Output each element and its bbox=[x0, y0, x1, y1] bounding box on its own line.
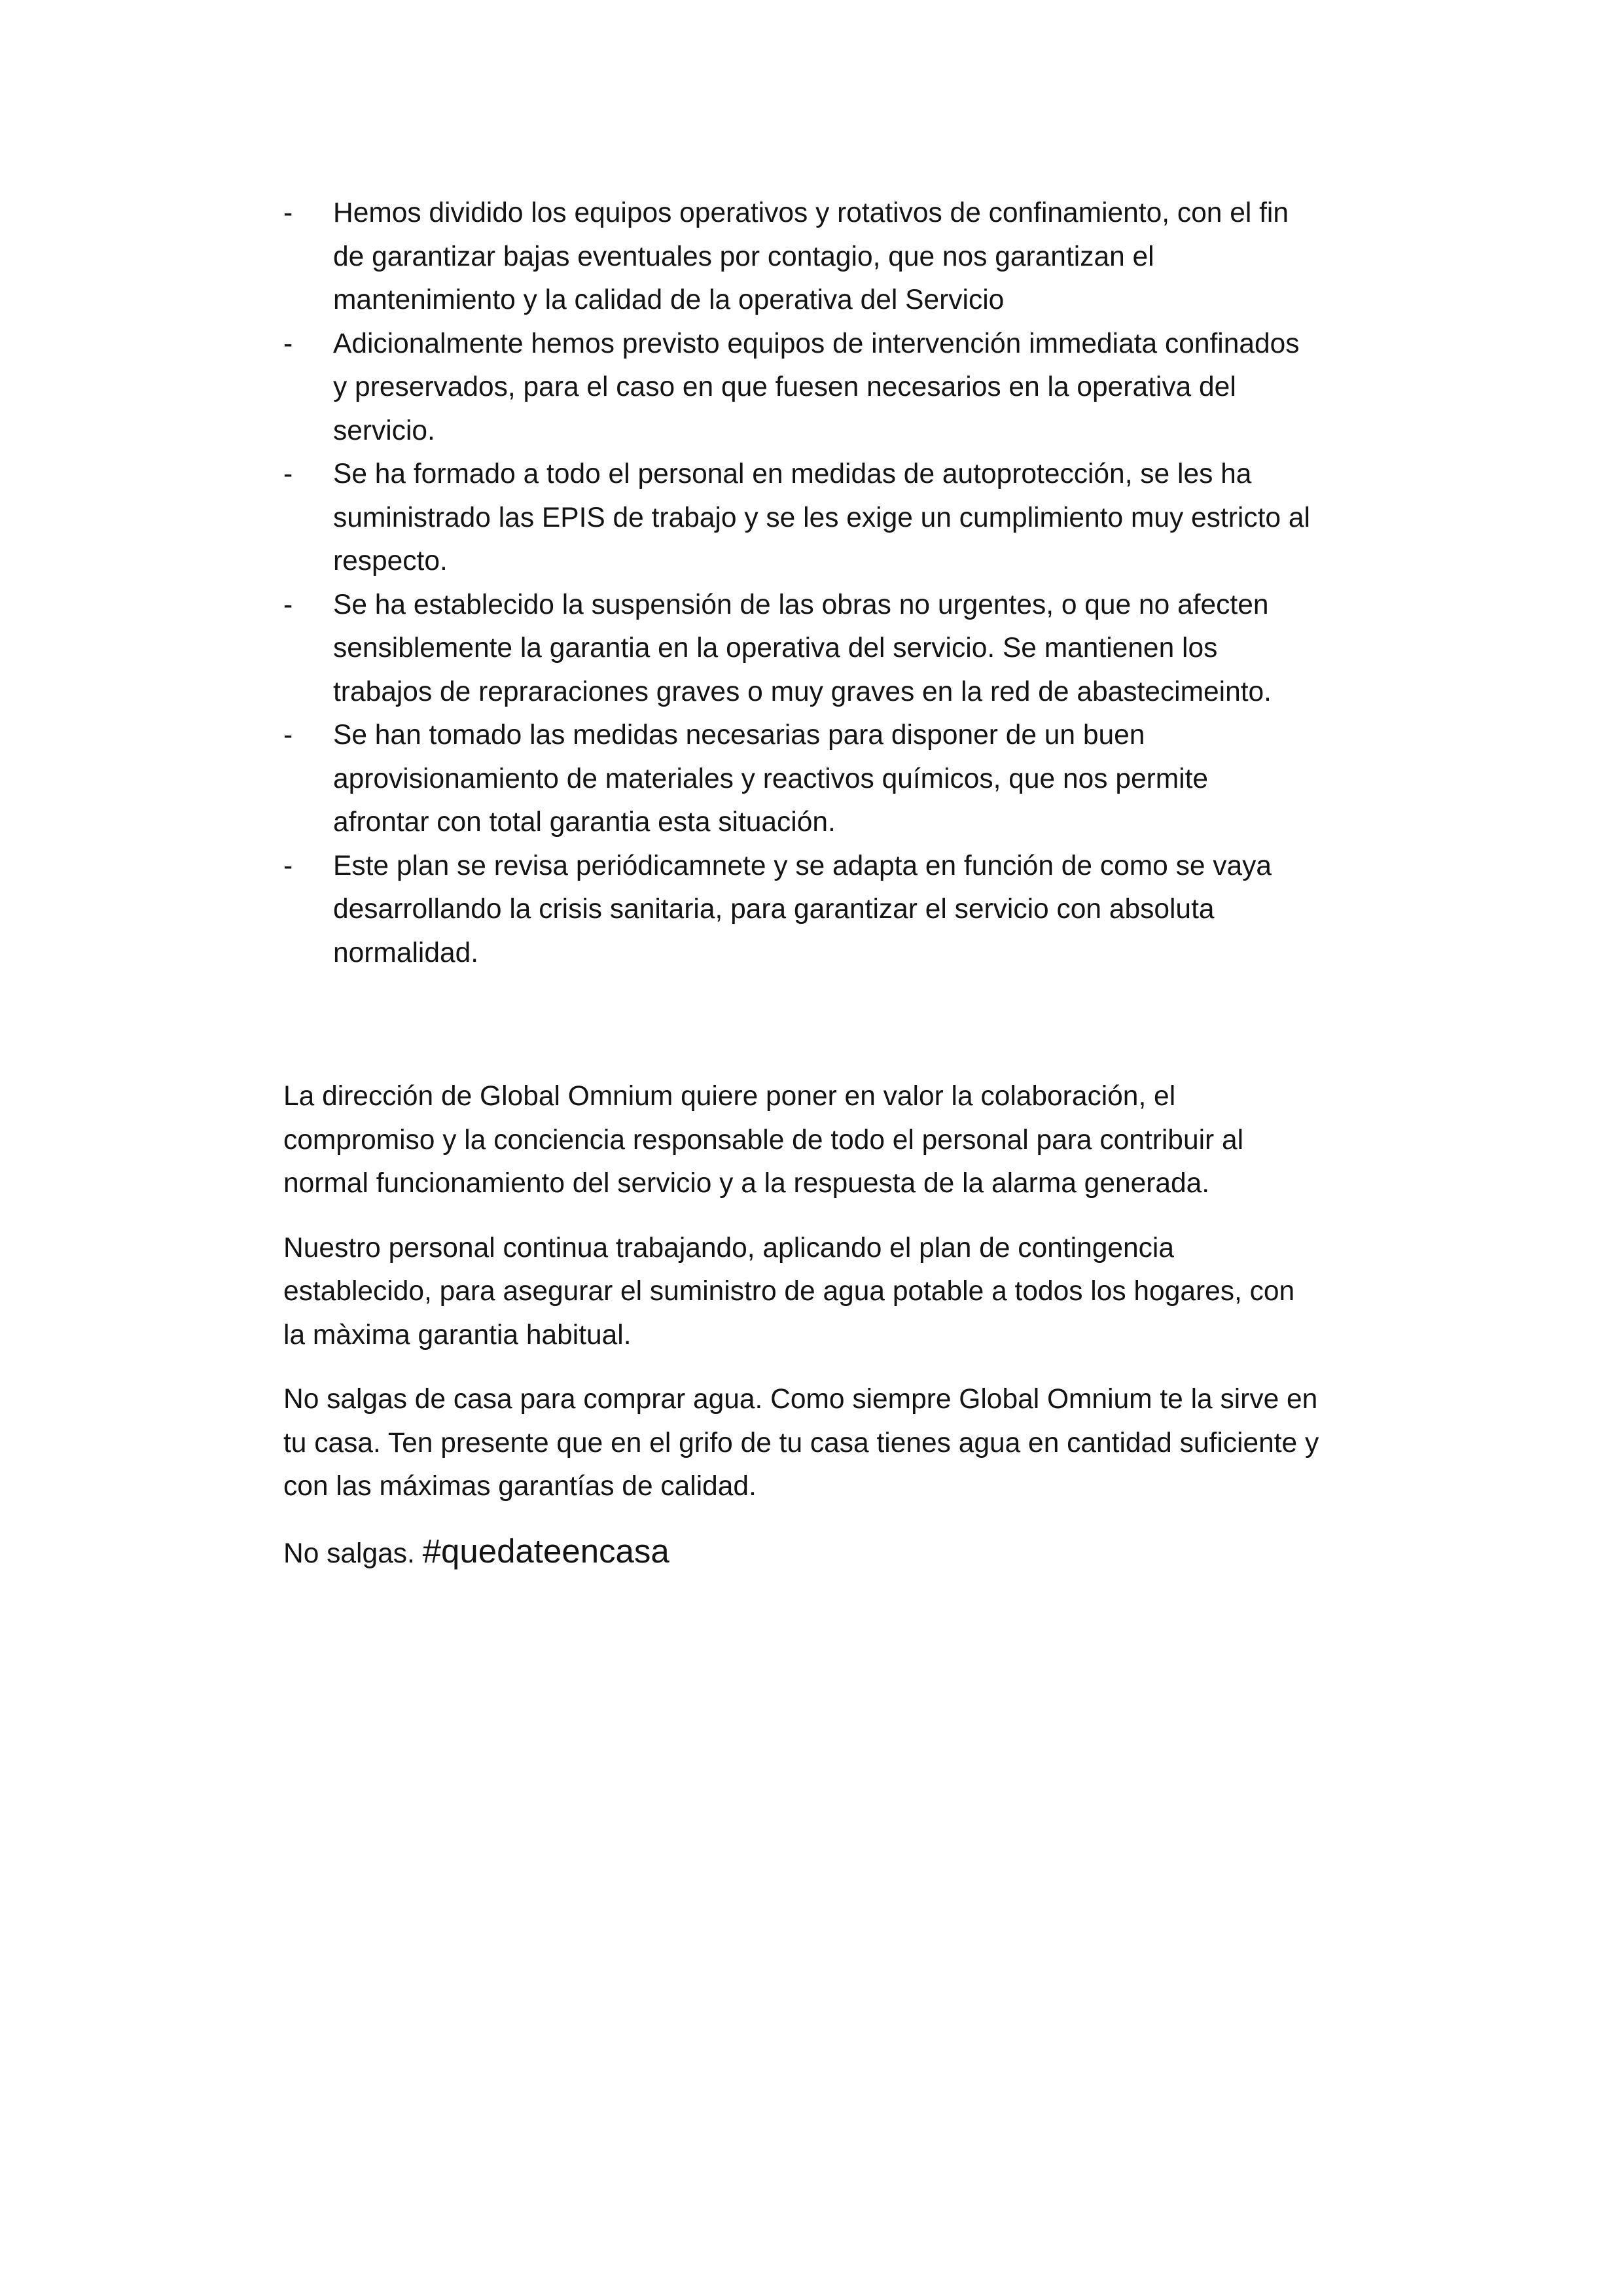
bullet-dash: - bbox=[283, 328, 293, 359]
text-line: suministrado las EPIS de trabajo y se les exige un cumplimiento muy estricto al bbox=[333, 502, 1310, 533]
list-item bbox=[283, 453, 1409, 584]
document-body bbox=[283, 192, 1409, 1576]
text-line: Este plan se revisa periódicamnete y se adapta en función de como se vaya bbox=[333, 850, 1272, 881]
list-item bbox=[283, 192, 1409, 323]
text-line: Nuestro personal continua trabajando, aplicando el plan de contingencia bbox=[283, 1232, 1174, 1263]
text-line: afrontar con total garantia esta situación. bbox=[333, 807, 836, 838]
text-line: con las máximas garantías de calidad. bbox=[283, 1471, 757, 1502]
list-item-text bbox=[333, 192, 1409, 323]
list-item bbox=[283, 845, 1409, 976]
hashtag: #quedateencasa bbox=[422, 1532, 669, 1570]
text-line: servicio. bbox=[333, 415, 435, 446]
closing-text: No salgas. bbox=[283, 1538, 423, 1569]
list-item-text bbox=[333, 714, 1409, 845]
text-line: establecido, para asegurar el suministro de agua potable a todos los hogares, con bbox=[283, 1276, 1295, 1307]
text-line: aprovisionamiento de materiales y reactivos químicos, que nos permite bbox=[333, 763, 1209, 794]
text-line: tu casa. Ten presente que en el grifo de tu casa tienes agua en cantidad suficiente y bbox=[283, 1427, 1319, 1458]
list-item bbox=[283, 714, 1409, 845]
text-line: normal funcionamiento del servicio y a la respuesta de la alarma generada. bbox=[283, 1168, 1210, 1199]
bullet-dash: - bbox=[283, 589, 293, 620]
list-item-text bbox=[333, 453, 1409, 584]
text-line: desarrollando la crisis sanitaria, para garantizar el servicio con absoluta bbox=[333, 894, 1215, 925]
list-item-text bbox=[333, 323, 1409, 453]
text-line: de garantizar bajas eventuales por contagio, que nos garantizan el bbox=[333, 241, 1154, 272]
text-line: Adicionalmente hemos previsto equipos de intervención immediata confinados bbox=[333, 328, 1300, 359]
closing-line bbox=[283, 1530, 1409, 1576]
bullet-dash: - bbox=[283, 459, 293, 489]
text-line: normalidad. bbox=[333, 937, 479, 968]
list-item-text bbox=[333, 584, 1409, 715]
text-line: compromiso y la conciencia responsable de todo el personal para contribuir al bbox=[283, 1124, 1244, 1156]
text-line: mantenimiento y la calidad de la operativa del Servicio bbox=[333, 285, 1005, 315]
list-item bbox=[283, 584, 1409, 715]
bullet-dash: - bbox=[283, 198, 293, 228]
text-line: No salgas de casa para comprar agua. Como siempre Global Omnium te la sirve en bbox=[283, 1384, 1318, 1415]
text-line: trabajos de repraraciones graves o muy graves en la red de abastecimeinto. bbox=[333, 676, 1272, 707]
text-line: Se ha formado a todo el personal en medidas de autoprotección, se les ha bbox=[333, 459, 1252, 489]
bullet-dash: - bbox=[283, 720, 293, 751]
list-item-text bbox=[333, 845, 1409, 976]
text-line: la màxima garantia habitual. bbox=[283, 1319, 632, 1351]
text-line: sensiblemente la garantia en la operativa del servicio. Se mantienen los bbox=[333, 633, 1218, 663]
text-line: respecto. bbox=[333, 546, 448, 576]
bullet-dash: - bbox=[283, 850, 293, 881]
measures-list bbox=[283, 192, 1409, 975]
text-line: Hemos dividido los equipos operativos y rotativos de confinamiento, con el fin bbox=[333, 198, 1289, 228]
paragraph-management-acknowledgement bbox=[283, 1075, 1409, 1206]
list-item bbox=[283, 323, 1409, 453]
paragraph-stay-home-water bbox=[283, 1378, 1409, 1509]
text-line: Se han tomado las medidas necesarias para disponer de un buen bbox=[333, 720, 1145, 751]
text-line: y preservados, para el caso en que fuesen necesarios en la operativa del bbox=[333, 372, 1236, 402]
paragraph-staff-continues bbox=[283, 1227, 1409, 1358]
text-line: La dirección de Global Omnium quiere poner en valor la colaboración, el bbox=[283, 1081, 1176, 1112]
text-line: Se ha establecido la suspensión de las obras no urgentes, o que no afecten bbox=[333, 589, 1269, 620]
